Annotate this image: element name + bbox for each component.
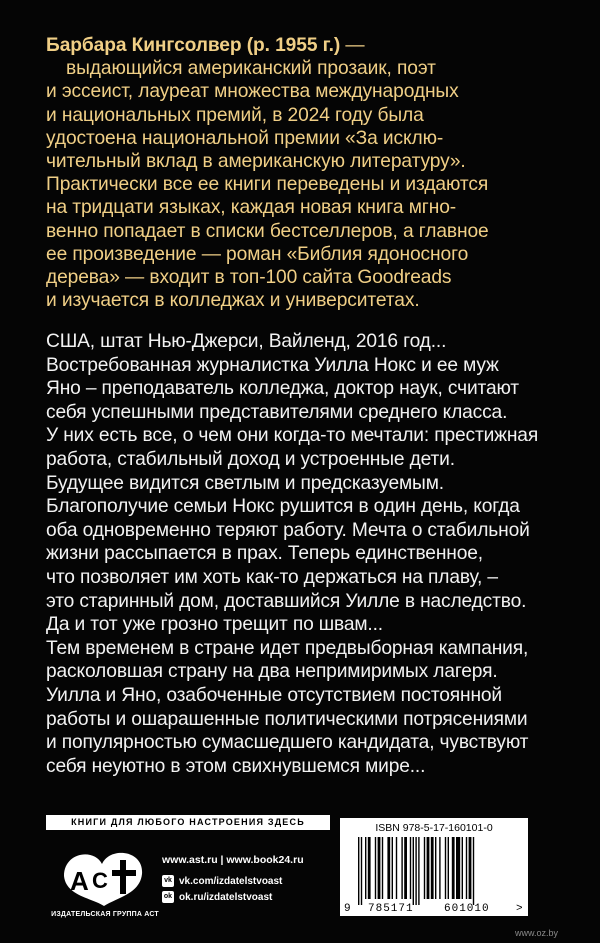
isbn-label: ISBN 978-5-17-160101-0 [375, 822, 493, 834]
synopsis-line: Да и тот уже грозно трещит по швам... [46, 614, 383, 636]
barcode-bar [456, 837, 460, 899]
synopsis-line: и популярностью сумасшедшего кандидата, чувствуют [46, 732, 529, 754]
svg-text:C: C [92, 868, 108, 893]
barcode-bar [418, 837, 419, 905]
synopsis-line: Востребованная журналистка Уилла Нокс и ее муж [46, 354, 499, 376]
bio-line: и эссеист, лауреат множества международных [46, 81, 459, 103]
synopsis-line: себя неуютно в этом свихнувшемся мире... [46, 755, 426, 777]
barcode-bar [448, 837, 449, 899]
barcode-digits-right: 601010 [444, 903, 490, 915]
author-name: Барбара Кингсолвер (р. 1955 г.) [46, 35, 341, 56]
ok-link[interactable] [162, 891, 304, 903]
isbn-barcode [340, 818, 528, 916]
bio-line: чительный вклад в американскую литературу». [46, 151, 466, 173]
vk-link-text: vk.com/izdatelstvoast [179, 875, 283, 887]
synopsis-line: оба одновременно теряют работу. Мечта о стабильной [46, 519, 530, 541]
synopsis-line: Уилла и Яно, озабоченные отсутствием постоянной [46, 684, 502, 706]
ok-icon: ok [162, 891, 174, 903]
barcode-bar [445, 837, 446, 899]
book-synopsis [46, 330, 566, 778]
author-dash: — [340, 35, 365, 56]
synopsis-line: что позволяет им хоть как-то держаться на плаву, – [46, 566, 498, 588]
synopsis-line: Тем временем в стране идет предвыборная кампания, [46, 637, 529, 659]
barcode-bar [435, 837, 436, 899]
ok-link-text: ok.ru/izdatelstvoast [179, 891, 273, 903]
tagline-bar: КНИГИ ДЛЯ ЛЮБОГО НАСТРОЕНИЯ ЗДЕСЬ [46, 815, 330, 830]
synopsis-line: себя успешными представителями среднего класса. [46, 401, 508, 423]
synopsis-line: работы и ошарашенные политическими потрясениями [46, 708, 528, 730]
synopsis-line: расколовшая страну на два непримиримых лагеря. [46, 661, 498, 683]
site-watermark: www.oz.by [515, 928, 559, 938]
synopsis-line: США, штат Нью-Джерси, Вайленд, 2016 год... [46, 331, 447, 352]
barcode-bar [358, 837, 359, 905]
vk-icon: vk [162, 875, 174, 887]
barcode-bar [424, 837, 425, 899]
author-bio-first-line [46, 34, 566, 57]
barcode-bar [378, 837, 381, 899]
bio-line: удостоена национальной премии «За исклю- [46, 127, 444, 149]
barcode-bar [361, 837, 362, 905]
synopsis-line: это старинный дом, доставшийся Уилле в наследство. [46, 590, 527, 612]
barcode-bar [466, 837, 467, 899]
bio-line: выдающийся американский прозаик, поэт [66, 58, 436, 80]
ast-logo-graphic [64, 853, 142, 906]
barcode-bar [431, 837, 434, 899]
publisher-links [162, 854, 304, 903]
barcode-bar [439, 837, 440, 899]
barcode-bar [427, 837, 430, 899]
synopsis-line: Будущее видится светлым и предсказуемым. [46, 472, 444, 494]
synopsis-line: работа, стабильный доход и устроенные дети. [46, 448, 455, 470]
barcode-bar [415, 837, 416, 905]
author-bio [46, 34, 566, 312]
barcode-lead-digit: 9 [344, 903, 352, 915]
svg-text:A: A [70, 866, 89, 896]
barcode-bar [410, 837, 411, 899]
synopsis-line: Благополучие семьи Нокс рушится в один день, когда [46, 496, 520, 518]
bio-line: венно попадает в списки бестселлеров, а главное [46, 220, 489, 242]
barcode-bar [396, 837, 397, 899]
barcode-bar [368, 837, 371, 899]
author-bio-lines [46, 57, 566, 312]
bio-line: и изучается в колледжах и университетах. [46, 290, 420, 312]
vk-link[interactable] [162, 875, 304, 887]
barcode-bar [382, 837, 383, 899]
barcode-bar [469, 837, 472, 899]
barcode-bar [473, 837, 474, 905]
bio-line: дерева» — входит в топ-100 сайта Goodreads [46, 267, 452, 289]
barcode-bar [387, 837, 390, 899]
barcode-bar [365, 837, 366, 899]
synopsis-line: жизни рассыпается в прах. Теперь единственное, [46, 543, 483, 565]
barcode-bar [401, 837, 402, 899]
barcode-bar [392, 837, 393, 899]
barcode-bar [375, 837, 376, 899]
bio-line: на тридцати языках, каждая новая книга мгно- [46, 197, 457, 219]
barcode-trail: > [516, 903, 524, 915]
synopsis-line: Яно – преподаватель колледжа, доктор наук, считают [46, 378, 519, 400]
bio-line: Практически все ее книги переведены и издаются [46, 174, 489, 196]
barcode-graphic [354, 837, 514, 905]
publisher-group-name: ИЗДАТЕЛЬСКАЯ ГРУППА АСТ [51, 911, 159, 918]
bio-line: ее произведение — роман «Библия ядоносного [46, 243, 469, 265]
barcode-bar [452, 837, 455, 899]
barcode-bar [413, 837, 414, 905]
barcode-bar [462, 837, 463, 899]
bio-line: и национальных премий, в 2024 году была [46, 104, 424, 126]
barcode-digits-left: 785171 [368, 903, 414, 915]
publisher-websites[interactable]: www.ast.ru | www.book24.ru [162, 854, 304, 866]
barcode-bar [404, 837, 407, 899]
synopsis-line: У них есть все, о чем они когда-то мечтали: престижная [46, 425, 539, 447]
